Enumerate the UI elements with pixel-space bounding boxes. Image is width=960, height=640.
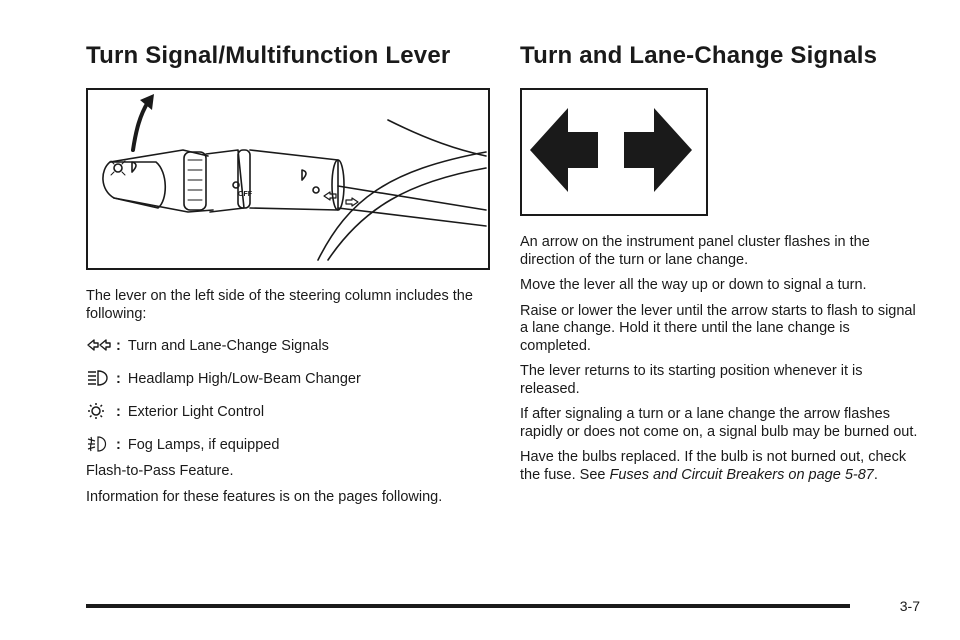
feature-label: Exterior Light Control	[127, 403, 265, 420]
flash-to-pass-paragraph: Flash-to-Pass Feature.	[86, 463, 234, 479]
feature-label: Fog Lamps, if equipped	[127, 436, 280, 453]
turn-signals-description	[520, 234, 920, 492]
paragraph-3: Raise or lower the lever until the arrow starts to flash to signal a lane change. Hold it there until the lane change is completed.	[520, 302, 916, 354]
right-arrow-icon	[624, 108, 692, 192]
lever-drawing	[88, 90, 488, 268]
fuse-reference-link[interactable]: Fuses and Circuit Breakers on page 5-87	[609, 466, 874, 483]
off-label: OFF	[238, 191, 252, 198]
section-heading-turn-signals: Turn and Lane-Change Signals	[520, 42, 878, 69]
left-arrow-icon	[530, 108, 598, 192]
feature-item-headlamp-beam: : Headlamp High/Low-Beam Changer	[86, 364, 490, 388]
paragraph-6: Have the bulbs replaced. If the bulb is not burned out, check the fuse. See Fuses and Circuit Breakers on page 5-87.	[520, 449, 907, 483]
right-column	[520, 40, 920, 483]
paragraph-5: If after signaling a turn or a lane change the arrow flashes rapidly or does not come on, a signal bulb may be burned out.	[520, 406, 918, 440]
left-column	[86, 40, 490, 505]
feature-label: Headlamp High/Low-Beam Changer	[127, 370, 361, 387]
multifunction-lever-illustration	[86, 88, 490, 270]
paragraph-1: An arrow on the instrument panel cluster flashes in the direction of the turn or lane change.	[520, 234, 870, 268]
intro-paragraph: The lever on the left side of the steering column includes the following:	[86, 288, 473, 322]
paragraph-2: Move the lever all the way up or down to signal a turn.	[520, 277, 867, 293]
feature-label: Turn and Lane-Change Signals	[127, 337, 329, 354]
section-heading-multifunction-lever: Turn Signal/Multifunction Lever	[86, 42, 451, 69]
exterior-light-icon	[86, 401, 112, 421]
fog-lamp-icon	[86, 434, 112, 454]
lever-description	[86, 288, 490, 514]
info-paragraph: Information for these features is on the pages following.	[86, 488, 443, 505]
turn-arrows-drawing	[522, 90, 706, 214]
turn-arrows-illustration	[520, 88, 708, 216]
turn-signal-arrows-icon	[86, 335, 112, 355]
headlamp-beam-icon	[86, 368, 112, 388]
paragraph-4: The lever returns to its starting position whenever it is released.	[520, 363, 863, 397]
feature-item-exterior-light: : Exterior Light Control	[86, 397, 490, 421]
page-number: 3-7	[899, 598, 920, 614]
feature-item-fog-lamps: : Fog Lamps, if equipped	[86, 430, 490, 454]
feature-item-turn-signals: : Turn and Lane-Change Signals	[86, 331, 490, 355]
footer-rule	[86, 604, 850, 608]
